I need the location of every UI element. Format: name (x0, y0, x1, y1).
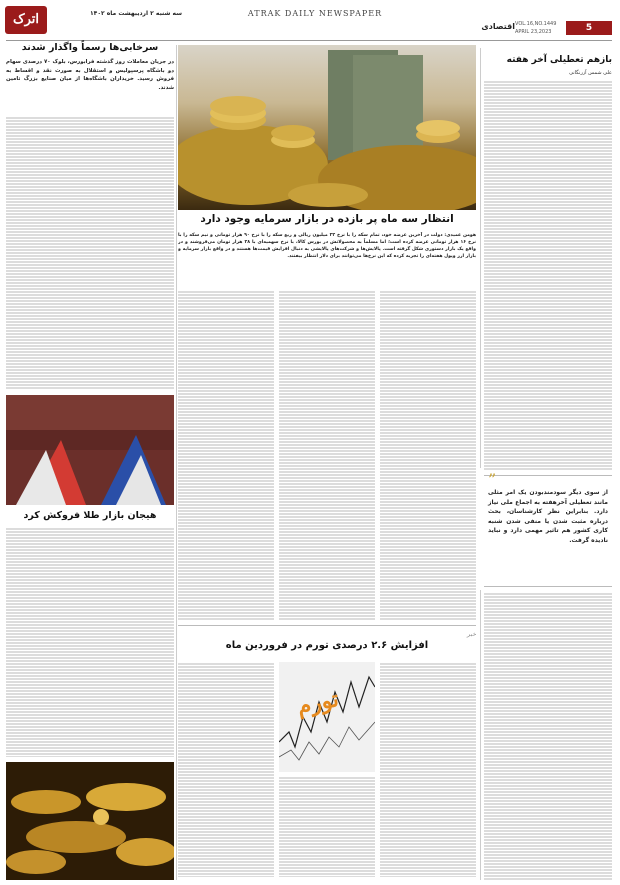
center-rule (178, 625, 476, 626)
side-story-1-title: سرخابی‌ها رسماً واگذار شدند (21, 42, 159, 53)
quote-mark-icon: ” (488, 470, 497, 489)
inflation-kicker: خبر (467, 631, 476, 638)
right-col-title: بازهم تعطیلی آخر هفته (506, 55, 612, 65)
gold-coins-photo (178, 45, 476, 210)
lead-title: انتظار سه ماه پر بازده در بازار سرمایه وجود دارد (200, 213, 454, 225)
col-divider-1 (480, 48, 481, 468)
bottom-right-body (484, 592, 612, 880)
inflation-photo (279, 662, 375, 772)
inflation-image-text: تورم (294, 685, 341, 721)
side-story-2-body (6, 527, 174, 757)
inflation-body-mid (279, 776, 375, 877)
inflation-body-left (178, 662, 274, 877)
col-divider-3 (176, 45, 177, 880)
right-col-body (484, 80, 612, 470)
logo (5, 6, 47, 34)
page-number-badge: 5 (566, 21, 612, 35)
logo-text: اترک (12, 12, 40, 27)
inflation-body-right (380, 662, 476, 877)
jewelry-illustration (6, 762, 174, 880)
inflation-chart-illustration (279, 662, 375, 772)
lead-body-col-2 (279, 290, 375, 620)
coins-illustration (178, 45, 476, 210)
lead-body-col-3 (178, 290, 274, 620)
inflation-title: افزایش ۲.۶ درصدی تورم در فروردین ماه (225, 640, 429, 651)
quote-box (484, 470, 612, 587)
side-story-1-summary: در جریان معاملات روز گذشته فرابورس، بلوک ۷۰ درصدی سهام دو باشگاه پرسپولیس و استقلال به صورت نقد و اقساط به فروش رسید. خریداران باشگاه‌ها از میان صنایع بزرگ تامین شدند. (6, 59, 174, 91)
masthead: ATRAK DAILY NEWSPAPER (247, 9, 383, 18)
col-divider-2 (480, 590, 481, 880)
right-col-byline: علی شمس آزرنگانی (569, 70, 612, 76)
side-story-2-title: هیجان بازار طلا فروکش کرد (23, 510, 157, 521)
gold-jewelry-photo (6, 762, 174, 880)
side-story-1-body (6, 116, 174, 390)
quote-text: از سوی دیگر سودمندبودن یک امر مثلی مانند تعطیلی آخرهفته به اجماع ملی نیاز دارد. بنابراین نظر کارشناسان، بحث درباره مثبت شدن یا منفی شدن شنبه کاری کشور هم تاثیر مهمی دارد و نباید نادیده گرفت. (488, 489, 608, 544)
header-rule (6, 40, 612, 41)
date-en: APRIL 23,2023 (515, 29, 552, 35)
section-name: اقتصادی (481, 22, 515, 31)
issue-subline (52, 20, 182, 25)
lead-body-col-1 (380, 290, 476, 620)
stadium-illustration (6, 395, 174, 505)
vol-no: VOL.16,NO.1449 (515, 21, 557, 27)
issue-date: سه شنبه ۲ اردیبهشت ماه ۱۴۰۲ (90, 10, 182, 17)
stadium-photo (6, 395, 174, 505)
lead-summary: هومن عمیدی: دولت در آخرین عرضه خود، تمام سکه را با نرخ ۲۲ میلیون ریالی و ربع سکه را با نرخ ۹۰ هزار تومانی و نیم سکه را با نرخ ۱۶ هزار تومانی عرضه کرده است؛ اما مسلماً به محصولاتش در بورس کالا، با نرخ سهمیه‌ای با ۲۸ هزار تومان می‌فروشند و در واقع یک بازار دستوری شکل گرفته است. پالایش‌ها و شرکت‌های پالایشی به دنبال افزایش قیمت‌ها هستند و در واقع بازار سرمایه و بازار ارز وپول هفته‌ای را تجربه کرده که این نرخ‌ها می‌توانند برای دلار انتظار بیفتند. (178, 233, 476, 259)
